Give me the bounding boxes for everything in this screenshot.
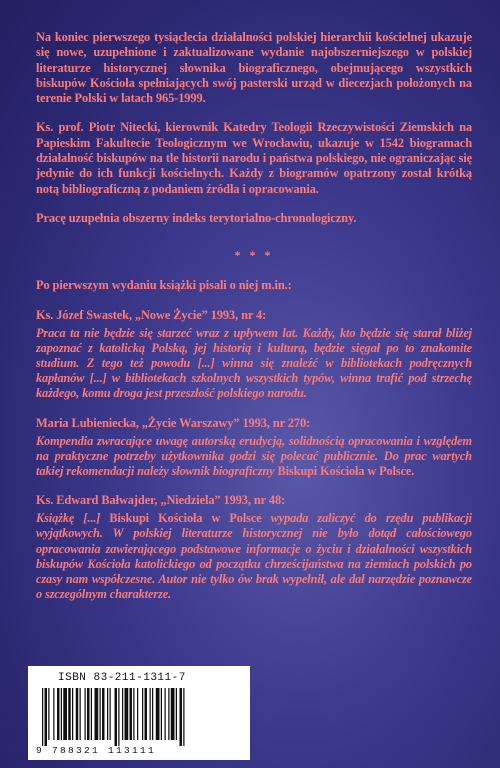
- barcode-bar: [171, 688, 175, 740]
- barcode-bar: [48, 688, 49, 740]
- barcode-bar: [183, 688, 184, 746]
- barcode-bar: [180, 688, 183, 746]
- book-title: Biskupi Kościoła w Polsce.: [277, 463, 415, 478]
- barcode-bar: [145, 688, 148, 740]
- barcode-bar: [176, 688, 177, 740]
- barcode-bar: [133, 688, 134, 740]
- reviews-intro: Po pierwszym wydaniu książki pisali o niej m.in.:: [36, 278, 292, 293]
- review-quote: [36, 511, 472, 602]
- barcode-bar: [130, 688, 133, 740]
- review-quote: [36, 434, 472, 480]
- review-3: [36, 493, 472, 602]
- review-quote-text: Kompendia zwracające uwagę autorską erudycją, solidnością opracowania i względem na praktyczne potrzeby użytkownika godzi się polecać publicznie. Do prac wartych takiej rekomendacji należy słownik biograficzny: [36, 433, 472, 478]
- barcode-bar: [63, 688, 67, 740]
- barcode-bar: [80, 688, 81, 740]
- barcode-bar: [57, 688, 60, 740]
- isbn-number: ISBN 83-211-1311-7: [58, 672, 186, 684]
- barcode-bar: [61, 688, 62, 740]
- barcode-bar: [150, 688, 151, 740]
- barcode-block: [28, 666, 250, 760]
- barcode-bar: [53, 688, 54, 740]
- barcode-bar: [161, 688, 162, 740]
- barcode-bar: [85, 688, 86, 740]
- barcode-bar: [100, 688, 101, 740]
- barcode-bar: [110, 688, 111, 740]
- review-heading: Maria Lubieniecka, „Życie Warszawy” 1993, nr 270:: [36, 415, 311, 430]
- barcode-bar: [87, 688, 90, 740]
- barcode-bar: [125, 688, 129, 740]
- barcode-bar: [152, 688, 153, 740]
- barcode-bar: [91, 688, 92, 740]
- barcode-bar: [76, 688, 79, 740]
- barcode-bar: [107, 688, 108, 740]
- barcode-bar: [95, 688, 99, 740]
- barcode-icon: [36, 688, 242, 746]
- barcode-digits: 9 788321 113111: [36, 745, 157, 756]
- book-title: Biskupi Kościoła w Polsce: [109, 511, 262, 526]
- barcode-bar: [118, 688, 119, 746]
- review-quote-text: wypada zaliczyć do rzędu publikacji wyjątkowych. W polskiej literaturze historycznej nie było dotąd całościowego opracowania zawierającego podstawowe informacje o życiu i działalności wszystkich biskupów Kościoła katolickiego od początku chrześcijaństwa na ziemiach polskich po czasy nam współczesne. Autor nie tylko ów brak wypełnił, ale dał narzędzie poznawcze o szczególnym charakterze.: [36, 511, 472, 602]
- review-quote: Praca ta nie będzie się starzeć wraz z upływem lat. Każdy, kto będzie się starał bliżej zapoznać z katolicką Polską, jej historią i kulturą, będzie sięgał po to znakomite studium. Z tego też powodu [...] winna się znaleźć w bibliotekach podręcznych kapłanów [...] w bibliotekach szkolnych wszystkich typów, winna trafić pod strzechę każdego, komu droga jest przeszłość polskiego narodu.: [36, 325, 472, 401]
- barcode-bar: [102, 688, 105, 740]
- barcode-bar: [122, 688, 123, 740]
- review-quote-lead: Książkę [...]: [36, 511, 110, 526]
- barcode-bar: [42, 688, 43, 746]
- barcode-bar: [156, 688, 160, 740]
- review-heading: Ks. Edward Bałwajder, „Niedziela” 1993, nr 48:: [36, 493, 286, 508]
- barcode-bar: [45, 688, 48, 746]
- barcode-bar: [72, 688, 73, 740]
- review-heading: Ks. Józef Swastek, „Nowe Życie” 1993, nr 4:: [36, 307, 267, 322]
- intro-paragraph-1: Na koniec pierwszego tysiąclecia działalności polskiej hierarchii kościelnej ukazuje się nowe, uzupełnione i zaktualizowane wydanie najobszerniejszego w polskiej literaturze historycznej słownika biograficznego, obejmującego wszystkich biskupów Kościoła spełniających swój pasterski urząd w diecezjach położonych na terenie Polski w latach 965-1999.: [36, 30, 472, 106]
- review-1: [36, 308, 472, 402]
- intro-paragraph-3: Pracę uzupełnia obszerny indeks terytorialno-chronologiczny.: [36, 210, 357, 225]
- barcode-bar: [165, 688, 166, 740]
- section-separator: * * *: [234, 248, 274, 263]
- barcode-bar: [68, 688, 71, 740]
- intro-paragraph-2: Ks. prof. Piotr Nitecki, kierownik Katedry Teologii Rzeczywistości Ziemskich na Papieskim Fakultecie Teologicznym we Wrocławiu, ukazuje w 1542 biogramach działalność biskupów na tle historii narodu i państwa polskiego, nie ograniczając się jedynie do ich funkcji kościelnych. Każdy z biogramów opatrzony został krótką notą bibliograficzną z podaniem źródła i opracowania.: [36, 120, 472, 196]
- barcode-bar: [168, 688, 169, 740]
- barcode-bar: [115, 688, 118, 746]
- barcode-bar: [137, 688, 138, 740]
- barcode-bar: [142, 688, 143, 740]
- review-2: [36, 416, 472, 480]
